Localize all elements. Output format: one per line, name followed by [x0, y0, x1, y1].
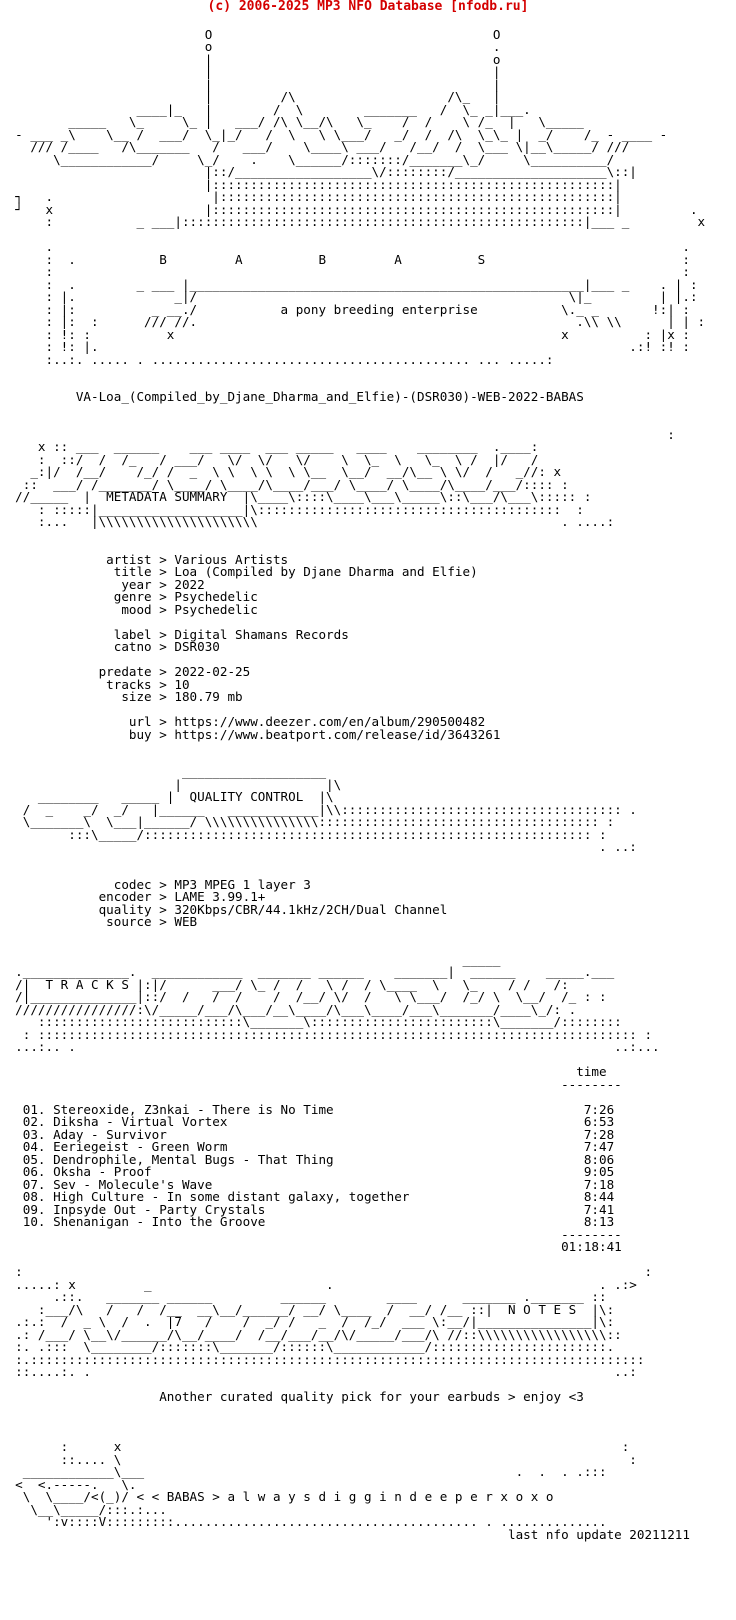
nfo-line: 09. Inpsyde Out - Party Crystals 7:41 [0, 1201, 615, 1217]
nfo-line: 02. Diksha - Virtual Vortex 6:53 [0, 1114, 615, 1129]
nfo-line: /// /____ /\_______ / ___/ \____\ ___/ /__/ / \___ \|__\_____/ /// [0, 139, 630, 154]
nfo-line: : :::::|___________________|\:::::::::::::::::::::::::::::::::::::::: : [0, 501, 584, 517]
nfo-line: .....: x _ . . .:> [0, 1276, 637, 1292]
nfo-line: : ::/ / /_ / ___/ \/ \/ \/ \ \_ \ \_ \ / |/ / [0, 451, 539, 467]
nfo-line: . ..: [0, 839, 637, 854]
nfo-line: x :: ___ ______ ___ ____ ___ _____ ____ ________ .____: [0, 439, 539, 454]
nfo-line: | o [0, 51, 501, 67]
nfo-line: time [0, 1064, 607, 1079]
nfo-line: ':v::::V:::::::::........................................ . .............. [0, 1514, 607, 1529]
nfo-line: genre > Psychedelic [0, 589, 258, 604]
nfo-line: ┘ x |:::::::::::::::::::::::::::::::::::::::::::::::::::::| . [0, 201, 698, 217]
nfo-line: last nfo update 20211211 [0, 1526, 690, 1542]
nfo-line: /| T R A C K S |:|/ ___/ \_ / / \ / / \____ \ \_ / / /: [0, 976, 569, 992]
nfo-line: :::::::::::::::::::::::::::\_______\::::::::::::::::::::::::\_______/:::::::: [0, 1014, 622, 1029]
nfo-line: ____________\___ . . . .::: [0, 1464, 607, 1479]
nfo-line: . . [0, 239, 690, 254]
nfo-line: _____ \_ \_ | ___/ /\ \__/\ \_ / / \ /_ | \_____ [0, 114, 584, 129]
nfo-line: ////////////////:\/_____/___/\___/__\____/\___\____/___\_______/____\_/: . [0, 1001, 577, 1017]
nfo-line: Another curated quality pick for your earbuds > enjoy <3 [0, 1389, 584, 1404]
copyright-header: (c) 2006-2025 MP3 NFO Database [nfodb.ru] [207, 0, 529, 14]
nfo-line: | | [0, 64, 501, 79]
nfo-line: < <.-----. \. [0, 1476, 599, 1492]
nfo-line: :.::::::::::::::::::::::::::::::::::::::::::::::::::::::::::::::::::::::::::::::::: [0, 1351, 645, 1367]
nfo-line: /|______________|::/ / / / / /__/ \/ / \ \___/ /_/ \ \__/ /_ : : [0, 989, 607, 1004]
nfo-line: 01. Stereoxide, Z3nkai - There is No Time 7:26 [0, 1101, 615, 1117]
nfo-line: title > Loa (Compiled by Djane Dharma and Elfie) [0, 564, 478, 579]
nfo-line: : . B A B A S : [0, 251, 690, 267]
nfo-line: source > WEB [0, 914, 198, 929]
nfo-line: : |. _|/ \|_ | |.: [0, 289, 698, 304]
nfo-line: 07. Sev - Molecule's Wave 7:18 [0, 1176, 615, 1192]
nfo-line: :___/\ / / /__ __\__/______/ __/ \____ / __/ /__ ::| N O T E S |\: [0, 1301, 615, 1317]
nfo-line: :... |\\\\\\\\\\\\\\\\\\\\\ . ....: [0, 514, 615, 529]
nfo-line: : x : [0, 1439, 630, 1454]
nfo-line: artist > Various Artists [0, 551, 289, 567]
nfo-line: : [0, 426, 675, 442]
nfo-line: |::/__________________\/::::::::/____________________\::| [0, 164, 637, 179]
nfo-line: -------- [0, 1226, 622, 1242]
nfo-line: ____|_ | / \ _______ / \_ _|___. [0, 101, 531, 117]
nfo-line: ...:.. . ..:... [0, 1039, 660, 1054]
nfo-line: ::.... \ : [0, 1451, 637, 1467]
nfo-line: //_____ | METADATA SUMMARY |\____\::::\____\___\_____\::\___/\___\::::: : [0, 489, 592, 504]
nfo-line: mood > Psychedelic [0, 601, 258, 617]
nfo-line: : _ ___|:::::::::::::::::::::::::::::::::::::::::::::::::::::|___ _ x [0, 214, 706, 229]
nfo-line: \ \____/<(_)/ < < BABAS > a l w a y s d i g g i n d e e p e r x o x o [0, 1489, 554, 1504]
nfo-line: \__\_____/:::.:... [0, 1501, 167, 1517]
nfo-line: :. .::: \________/:::::::\_______/::::::\____________/:::::::::::::::::::::::. [0, 1339, 615, 1354]
nfo-line: : : [0, 264, 690, 279]
nfo-line: |:::::::::::::::::::::::::::::::::::::::::::::::::::::| [0, 176, 622, 192]
nfo-line: ┐ . |::::::::::::::::::::::::::::::::::::::::::::::::::::| [0, 189, 622, 204]
nfo-line: 10. Shenanigan - Into the Groove 8:13 [0, 1214, 615, 1229]
nfo-line: | |\ [0, 776, 342, 792]
nfo-line: .______________. ____________ _______ ______ _______| ______ _____.___ [0, 964, 615, 979]
nfo-line: 04. Eeriegeist - Green Worm 7:47 [0, 1139, 615, 1154]
nfo-line: \____________/ \_/ . \______/:::::::/_______\_/ \__________/ [0, 151, 615, 167]
nfo-line: .: /___/ \__\/______/\__/____/ /__/___/__/\/_____/___/\ //::\\\\\\\\\\\\\\\\\:: [0, 1326, 622, 1342]
nfo-line: 08. High Culture - In some distant galaxy, together 8:44 [0, 1189, 615, 1204]
nfo-line: :::\_____/::::::::::::::::::::::::::::::::::::::::::::::::::::::::::: : [0, 826, 607, 842]
nfo-line: year > 2022 [0, 576, 205, 592]
nfo-line: _:|/ /__/ /_/ / _ \ \ \ \ \ \__ \__/ __/\__ \ \/ / _//: x [0, 464, 562, 479]
nfo-line: tracks > 10 [0, 676, 190, 692]
nfo-line: .:.: / _ \ / . |7 / / _/ / _ / /_/ ___ \:__/|_______________|\: [0, 1314, 615, 1329]
nfo-line: predate > 2022-02-25 [0, 664, 251, 679]
nfo-line: VA-Loa_(Compiled_by_Djane_Dharma_and_Elfie)-(DSR030)-WEB-2022-BABAS [0, 389, 584, 404]
nfo-line: 03. Aday - Survivor 7:28 [0, 1126, 615, 1142]
nfo-line: _____ [0, 951, 501, 967]
nfo-line: ___________________ [0, 764, 327, 779]
nfo-line: size > 180.79 mb [0, 689, 243, 704]
nfo-line: \_______\ \___|______/ \\\\\\\\\\\\\\\::::::::::::::::::::::::::::::::::::: : [0, 814, 615, 829]
nfo-line: : |: _ __./ a pony breeding enterprise \._ _ !:| : [0, 301, 690, 317]
nfo-line: catno > DSR030 [0, 639, 220, 654]
nfo-line: o . [0, 39, 501, 54]
nfo-line: buy > https://www.beatport.com/release/id/3643261 [0, 726, 501, 742]
nfo-line: .::. _______ ______ ______ ____ _______ ._______ :: [0, 1289, 607, 1304]
nfo-line: quality > 320Kbps/CBR/44.1kHz/2CH/Dual Channel [0, 901, 448, 917]
nfo-line: | | [0, 76, 501, 92]
nfo-line: 01:18:41 [0, 1239, 622, 1254]
nfo-ascii-document [0, 16, 705, 1541]
nfo-line: O O [0, 26, 501, 42]
nfo-line: : !: : x x : |x : [0, 326, 690, 342]
nfo-line: :: ___/ /_______/ \____/ \____/\____/___/ \____/ \____/\____/___/:::: : [0, 476, 569, 492]
nfo-line: codec > MP3 MPEG 1 layer 3 [0, 876, 311, 892]
nfo-line: : : [0, 1264, 653, 1279]
nfo-line: : |: : /// //. .\\ \\ | | : [0, 314, 706, 329]
nfo-line: 06. Oksha - Proof 9:05 [0, 1164, 615, 1179]
nfo-line: : . _ ___ |____________________________________________________|___ _ . | : [0, 276, 698, 292]
nfo-line: - ___ _\ \__ / ___/ \_|_/ / \ \ \___/ _/ / /\ \_\_ | _/ /_ - ____ - [0, 126, 668, 142]
nfo-line: : ::::::::::::::::::::::::::::::::::::::::::::::::::::::::::::::::::::::::::::::: : [0, 1026, 653, 1042]
nfo-line: 05. Dendrophile, Mental Bugs - That Thing 8:06 [0, 1151, 615, 1167]
nfo-line: ::....:. . ..: [0, 1364, 637, 1379]
nfo-line: url > https://www.deezer.com/en/album/290500482 [0, 714, 486, 729]
nfo-line: | /\ /\_ | [0, 89, 501, 104]
nfo-line: ________ _____ | QUALITY CONTROL |\ [0, 789, 334, 804]
nfo-line: :..:. ..... . .......................................... ... .....: [0, 351, 554, 367]
nfo-line: / _ _/ _/ |______ ____________|\\::::::::::::::::::::::::::::::::::::: . [0, 801, 637, 817]
nfo-line: -------- [0, 1076, 622, 1092]
nfo-line: label > Digital Shamans Records [0, 626, 349, 642]
nfo-line: : !: |. .:! :! : [0, 339, 690, 354]
nfo-line: encoder > LAME 3.99.1+ [0, 889, 266, 904]
